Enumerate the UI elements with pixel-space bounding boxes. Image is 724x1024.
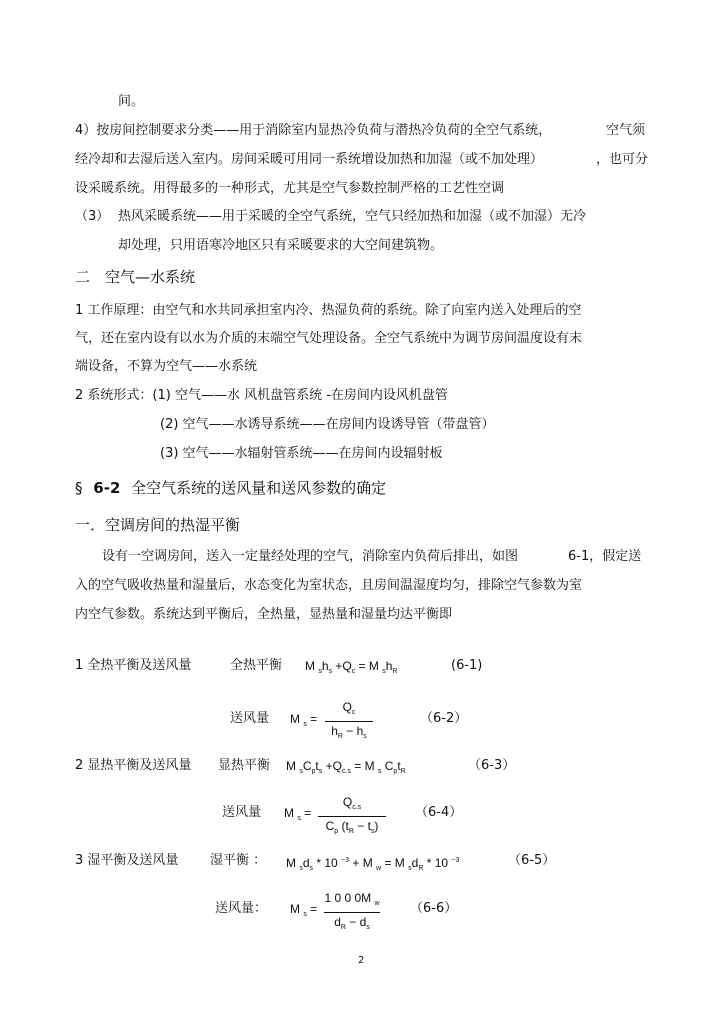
text-line: (3) 空气——水辐射管系统——在房间内设辐射板: [160, 446, 443, 461]
text-line: （3）: [75, 209, 110, 224]
text-line: 间。: [118, 94, 145, 109]
section-title: 全空气系统的送风量和送风参数的确定: [131, 479, 387, 497]
chapter-heading: [75, 479, 386, 497]
text-line: 却处理，只用语寒冷地区只有采暖要求的大空间建筑物。: [118, 238, 444, 253]
section-number: 6-2: [93, 479, 121, 497]
text-line: 1 工作原理：由空气和水共同承担室内冷、热湿负荷的系统。除了向室内送入处理后的空: [75, 303, 582, 318]
text-line: 2 系统形式：(1) 空气——水 风机盘管系统 -在房间内设风机盘管: [75, 388, 448, 403]
equation-lhs: M $_s$ =: [284, 806, 312, 822]
equation-6-1: M $_sh_s +Q_c = M$ $_sh_R$: [305, 659, 398, 675]
text-line: 端设备，不算为空气——水系统: [75, 359, 258, 374]
equation-label: 送风量: [222, 805, 262, 820]
equation-label: 3 湿平衡及送风量: [75, 853, 179, 868]
text-line: 6-1，假定送: [568, 549, 642, 564]
text-line: 空气须: [606, 123, 646, 138]
text-line: (2) 空气——水诱导系统——在房间内设诱导管（带盘管）: [160, 417, 495, 432]
equation-label: 送风量: [230, 711, 270, 726]
text-line: 经冷却和去湿后送入室内。房间采暖可用同一系统增设加热和加湿（或不加处理）: [75, 152, 544, 167]
equation-label: 送风量：: [215, 901, 268, 916]
fraction-6-2: $Q_c$ $h_R - h_s$: [325, 700, 373, 744]
text-line: 热风采暖系统——用于采暖的全空气系统，空气只经加热和加湿（或不加湿）无冷: [118, 209, 587, 224]
fraction-6-4: $Q_{c.s}$ $C_p$ $(t_R - t_s)$: [318, 795, 386, 839]
section-heading: 二 空气—水系统: [75, 268, 196, 286]
equation-number: （6-4）: [415, 805, 463, 820]
text-line: 设采暖系统。用得最多的一种形式，尤其是空气参数控制严格的工艺性空调: [75, 181, 505, 196]
equation-lhs: M $_s$ =: [290, 712, 318, 728]
equation-lhs: M $_s$ =: [290, 902, 318, 918]
text-line: 气，还在室内设有以水为介质的末端空气处理设备。全空气系统中为调节房间温度设有末: [75, 331, 583, 346]
text-line: 入的空气吸收热量和湿量后，水态变化为室状态，且房间温湿度均匀，排除空气参数为室: [75, 578, 583, 593]
text-line: 设有一空调房间，送入一定量经处理的空气，消除室内负荷后排出，如图: [102, 549, 519, 564]
equation-number: （6-6）: [410, 901, 458, 916]
equation-caption: 湿平衡 ：: [210, 853, 267, 868]
equation-6-3: M $_sC_pt_s +Q_{c.s} = M$ $_s$ $C_pt_R$: [286, 759, 406, 775]
equation-number: (6-1): [451, 658, 483, 673]
equation-label: 2 显热平衡及送风量: [75, 758, 192, 773]
fraction-6-6: 1 0 0 0M $_w$ $d_R - d_s$: [324, 891, 380, 931]
text-line: ，也可分: [596, 152, 649, 167]
equation-number: （6-5）: [508, 853, 556, 868]
equation-caption: 全热平衡: [230, 658, 283, 673]
text-line: 内空气参数。系统达到平衡后，全热量，显热量和湿量均达平衡即: [75, 607, 453, 622]
section-symbol: §: [75, 479, 83, 497]
equation-number: （6-2）: [420, 711, 468, 726]
equation-caption: 显热平衡: [218, 758, 271, 773]
equation-number: （6-3）: [468, 758, 516, 773]
text-line: 4）按房间控制要求分类——用于消除室内显热冷负荷与潜热冷负荷的全空气系统，: [75, 123, 552, 138]
subsection-heading: 一．空调房间的热湿平衡: [75, 516, 241, 534]
page-number: 2: [358, 955, 365, 966]
equation-6-5: M $_sd_s * 10$ $^{-3}$ + M $_w$ = M $_sd_R * 10$ $^{-3}$: [286, 856, 460, 872]
equation-label: 1 全热平衡及送风量: [75, 658, 192, 673]
